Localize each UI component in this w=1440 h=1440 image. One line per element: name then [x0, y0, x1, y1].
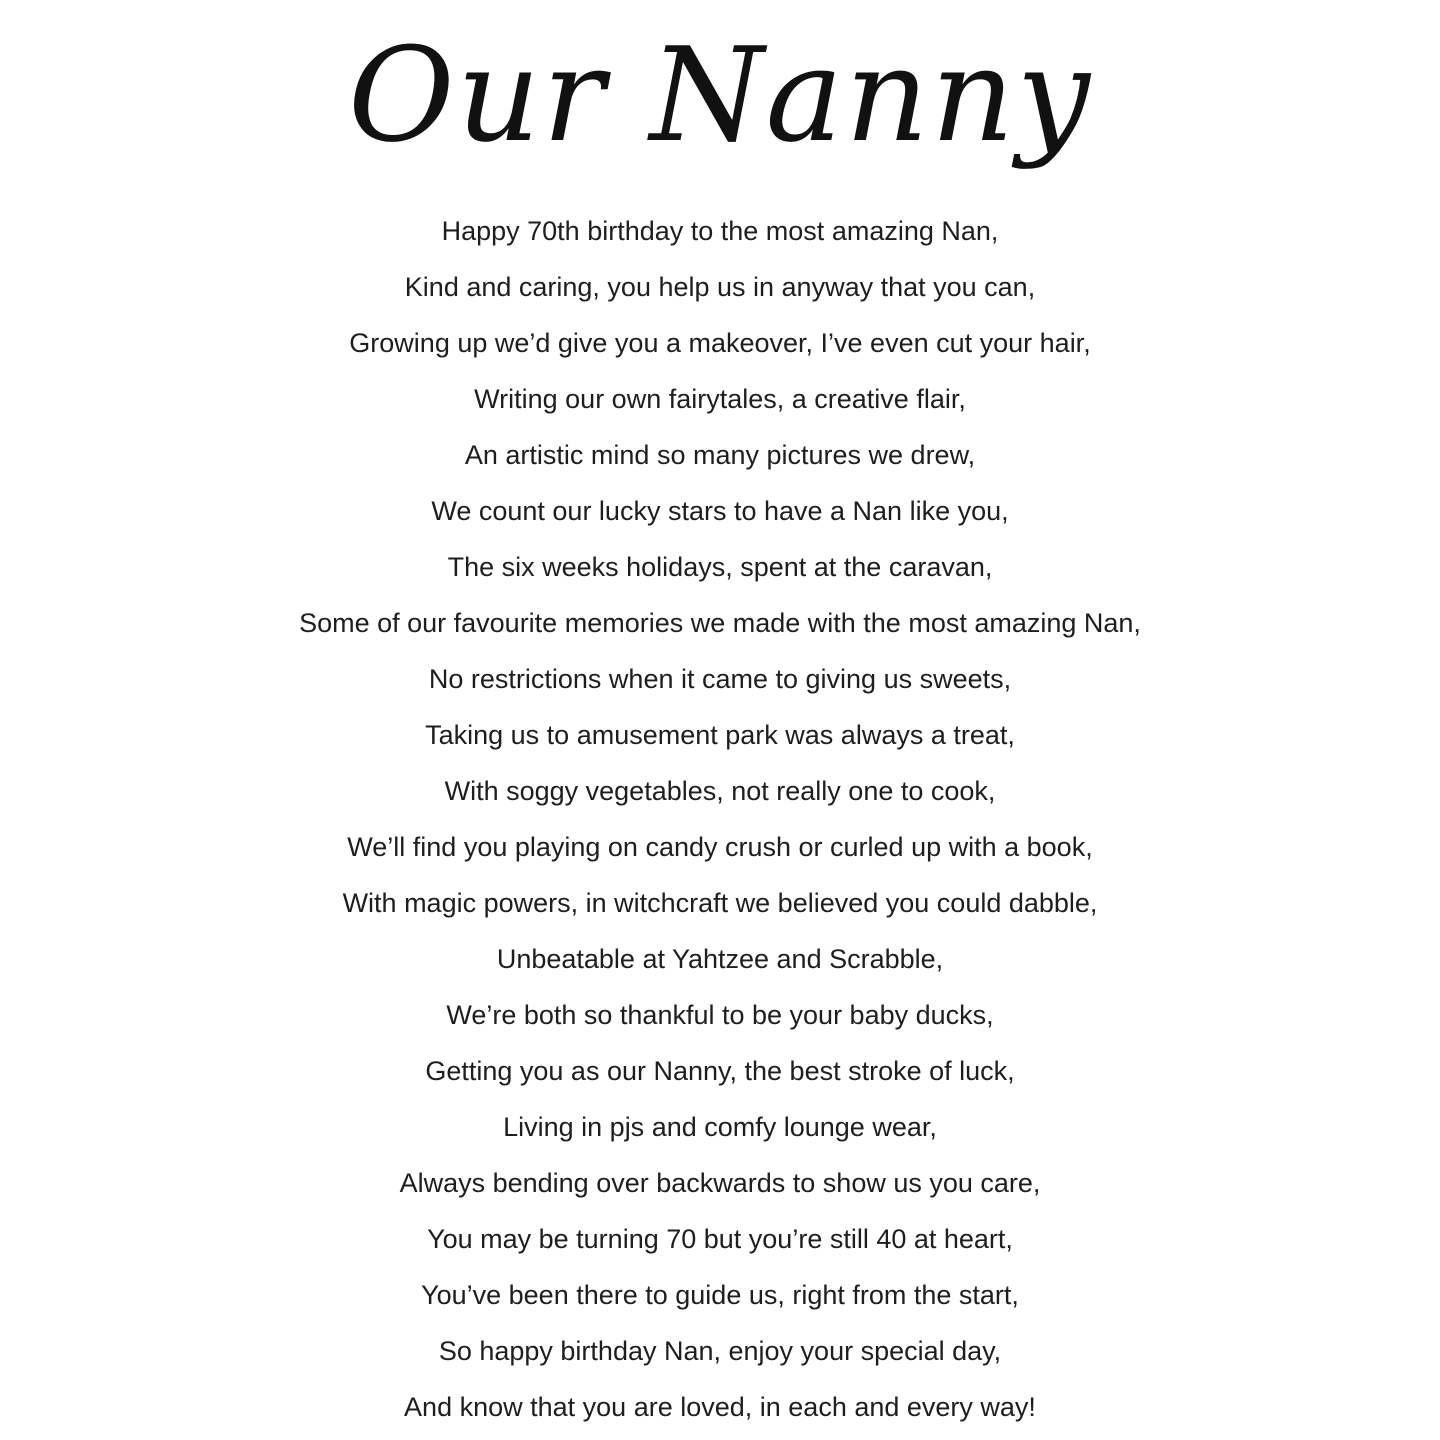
verse-line: Taking us to amusement park was always a treat,	[425, 720, 1015, 750]
verse-line: With magic powers, in witchcraft we believed you could dabble,	[342, 888, 1098, 918]
verse-line: We count our lucky stars to have a Nan like you,	[431, 496, 1009, 526]
verse-line: No restrictions when it came to giving us sweets,	[428, 664, 1012, 694]
verse-line: And know that you are loved, in each and every way!	[404, 1392, 1036, 1422]
verse-line: You may be turning 70 but you’re still 40 at heart,	[427, 1224, 1013, 1254]
verse-lines	[0, 203, 1440, 1435]
verse-line: An artistic mind so many pictures we drew,	[464, 440, 976, 470]
verse-line: Always bending over backwards to show us you care,	[399, 1168, 1041, 1198]
verse-line: You’ve been there to guide us, right from the start,	[421, 1280, 1019, 1310]
verse-line: Kind and caring, you help us in anyway that you can,	[404, 272, 1036, 302]
poem-title: Our Nanny	[348, 19, 1092, 171]
verse-line: Some of our favourite memories we made with the most amazing Nan,	[299, 608, 1141, 638]
verse-line: The six weeks holidays, spent at the caravan,	[447, 552, 993, 582]
verse-line: With soggy vegetables, not really one to cook,	[444, 776, 996, 806]
verse-line: We’re both so thankful to be your baby ducks,	[446, 1000, 994, 1030]
verse-line: Growing up we’d give you a makeover, I’ve even cut your hair,	[349, 328, 1091, 358]
verse-line: Unbeatable at Yahtzee and Scrabble,	[496, 944, 944, 974]
verse-line: Happy 70th birthday to the most amazing Nan,	[441, 216, 999, 246]
verse-line: Getting you as our Nanny, the best stroke of luck,	[425, 1056, 1015, 1086]
verse-line: Living in pjs and comfy lounge wear,	[503, 1112, 937, 1142]
verse-line: We’ll find you playing on candy crush or curled up with a book,	[347, 832, 1093, 862]
verse-line: Writing our own fairytales, a creative flair,	[474, 384, 966, 414]
verse-line: So happy birthday Nan, enjoy your special day,	[438, 1336, 1002, 1366]
